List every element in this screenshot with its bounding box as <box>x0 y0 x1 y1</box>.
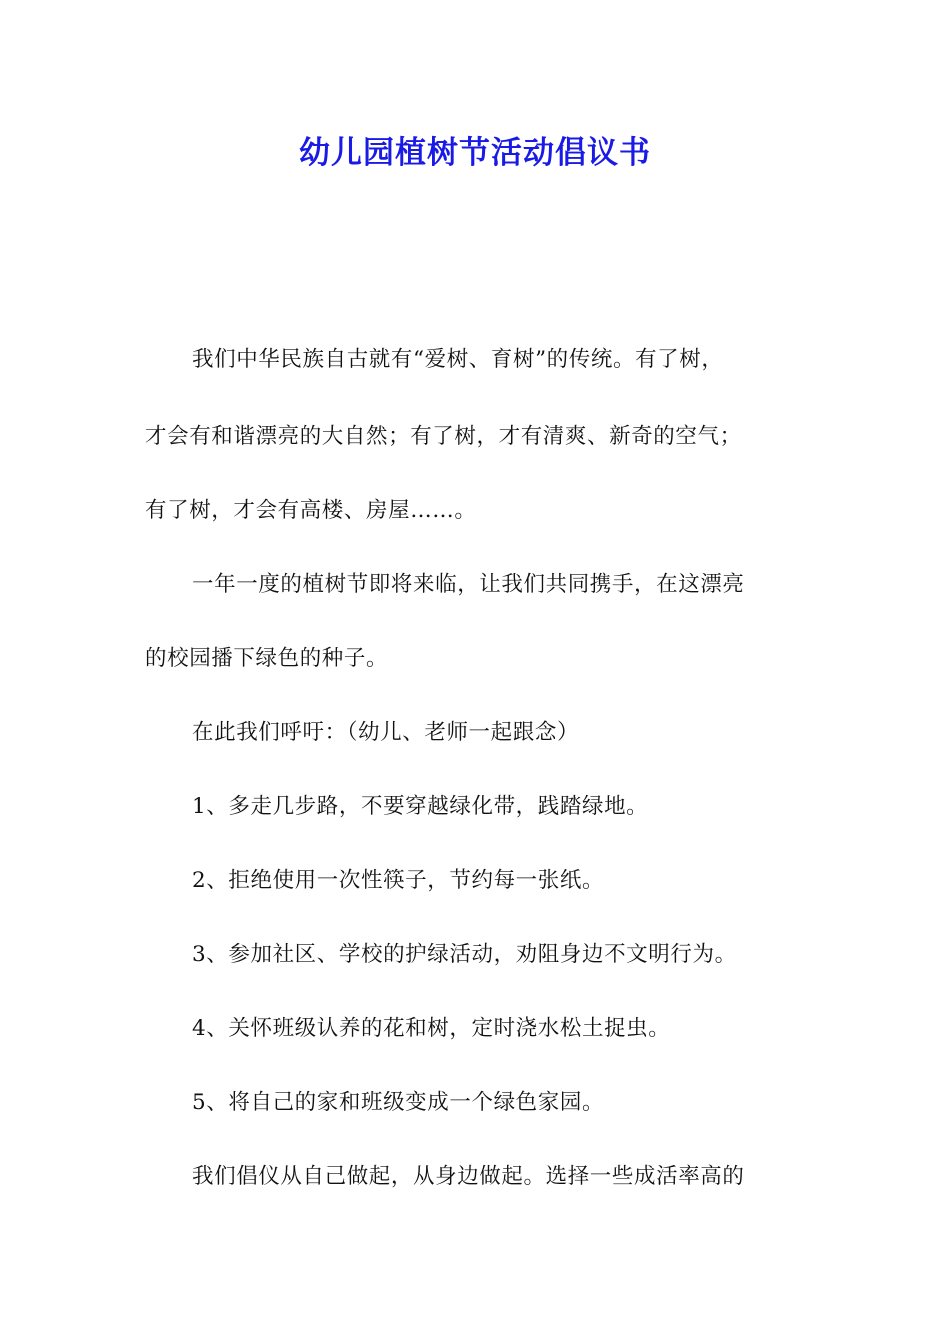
paragraph-line: 在此我们呼吁：（幼儿、老师一起跟念） <box>192 720 580 745</box>
list-item: 4、关怀班级认养的花和树，定时浇水松土捉虫。 <box>192 1016 671 1041</box>
document-title: 幼儿园植树节活动倡议书 <box>299 135 651 171</box>
paragraph-line: 才会有和谐漂亮的大自然；有了树，才有清爽、新奇的空气； <box>145 424 742 449</box>
paragraph-line: 一年一度的植树节即将来临，让我们共同携手，在这漂亮 <box>192 572 745 597</box>
list-item: 3、参加社区、学校的护绿活动，劝阻身边不文明行为。 <box>192 942 737 967</box>
paragraph-line: 我们中华民族自古就有“爱树、育树”的传统。有了树， <box>192 347 724 372</box>
list-item: 2、拒绝使用一次性筷子，节约每一张纸。 <box>192 868 605 893</box>
list-item: 5、将自己的家和班级变成一个绿色家园。 <box>192 1090 605 1115</box>
paragraph-line: 我们倡仪从自己做起，从身边做起。选择一些成活率高的 <box>192 1164 745 1189</box>
paragraph-line: 有了树，才会有高楼、房屋……。 <box>145 498 477 523</box>
paragraph-line: 的校园播下绿色的种子。 <box>145 646 389 671</box>
list-item: 1、多走几步路，不要穿越绿化带，践踏绿地。 <box>192 794 649 819</box>
